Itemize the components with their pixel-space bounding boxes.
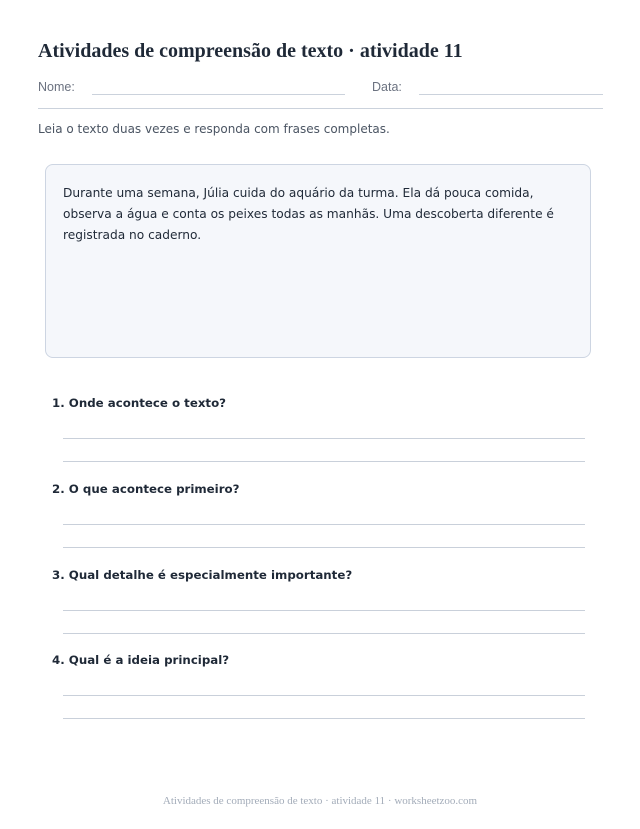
- name-label: Nome:: [38, 80, 75, 94]
- passage-line: Durante uma semana, Júlia cuida do aquário da turma. Ela dá pouca comida,: [63, 186, 534, 200]
- answer-line[interactable]: [63, 610, 585, 611]
- answer-line[interactable]: [63, 718, 585, 719]
- question-2: 2. O que acontece primeiro?: [52, 482, 240, 496]
- date-label: Data:: [372, 80, 402, 94]
- page-footer: Atividades de compreensão de texto · atividade 11 · worksheetzoo.com: [162, 795, 478, 807]
- answer-line[interactable]: [63, 461, 585, 462]
- passage-line: observa a água e conta os peixes todas as manhãs. Uma descoberta diferente é: [63, 207, 554, 221]
- question-1: 1. Onde acontece o texto?: [52, 396, 227, 410]
- name-date-row: [38, 80, 603, 109]
- reading-passage: [45, 164, 591, 358]
- name-field[interactable]: [92, 94, 345, 95]
- answer-line[interactable]: [63, 524, 585, 525]
- question-4: 4. Qual é a ideia principal?: [52, 653, 230, 667]
- answer-line[interactable]: [63, 547, 585, 548]
- answer-line[interactable]: [63, 633, 585, 634]
- date-field[interactable]: [419, 94, 603, 95]
- instruction-text: Leia o texto duas vezes e responda com frases completas.: [38, 122, 390, 136]
- answer-line[interactable]: [63, 438, 585, 439]
- question-3: 3. Qual detalhe é especialmente importante?: [52, 568, 353, 582]
- page-title: Atividades de compreensão de texto · atividade 11: [38, 40, 463, 62]
- answer-line[interactable]: [63, 695, 585, 696]
- passage-line: registrada no caderno.: [63, 228, 202, 242]
